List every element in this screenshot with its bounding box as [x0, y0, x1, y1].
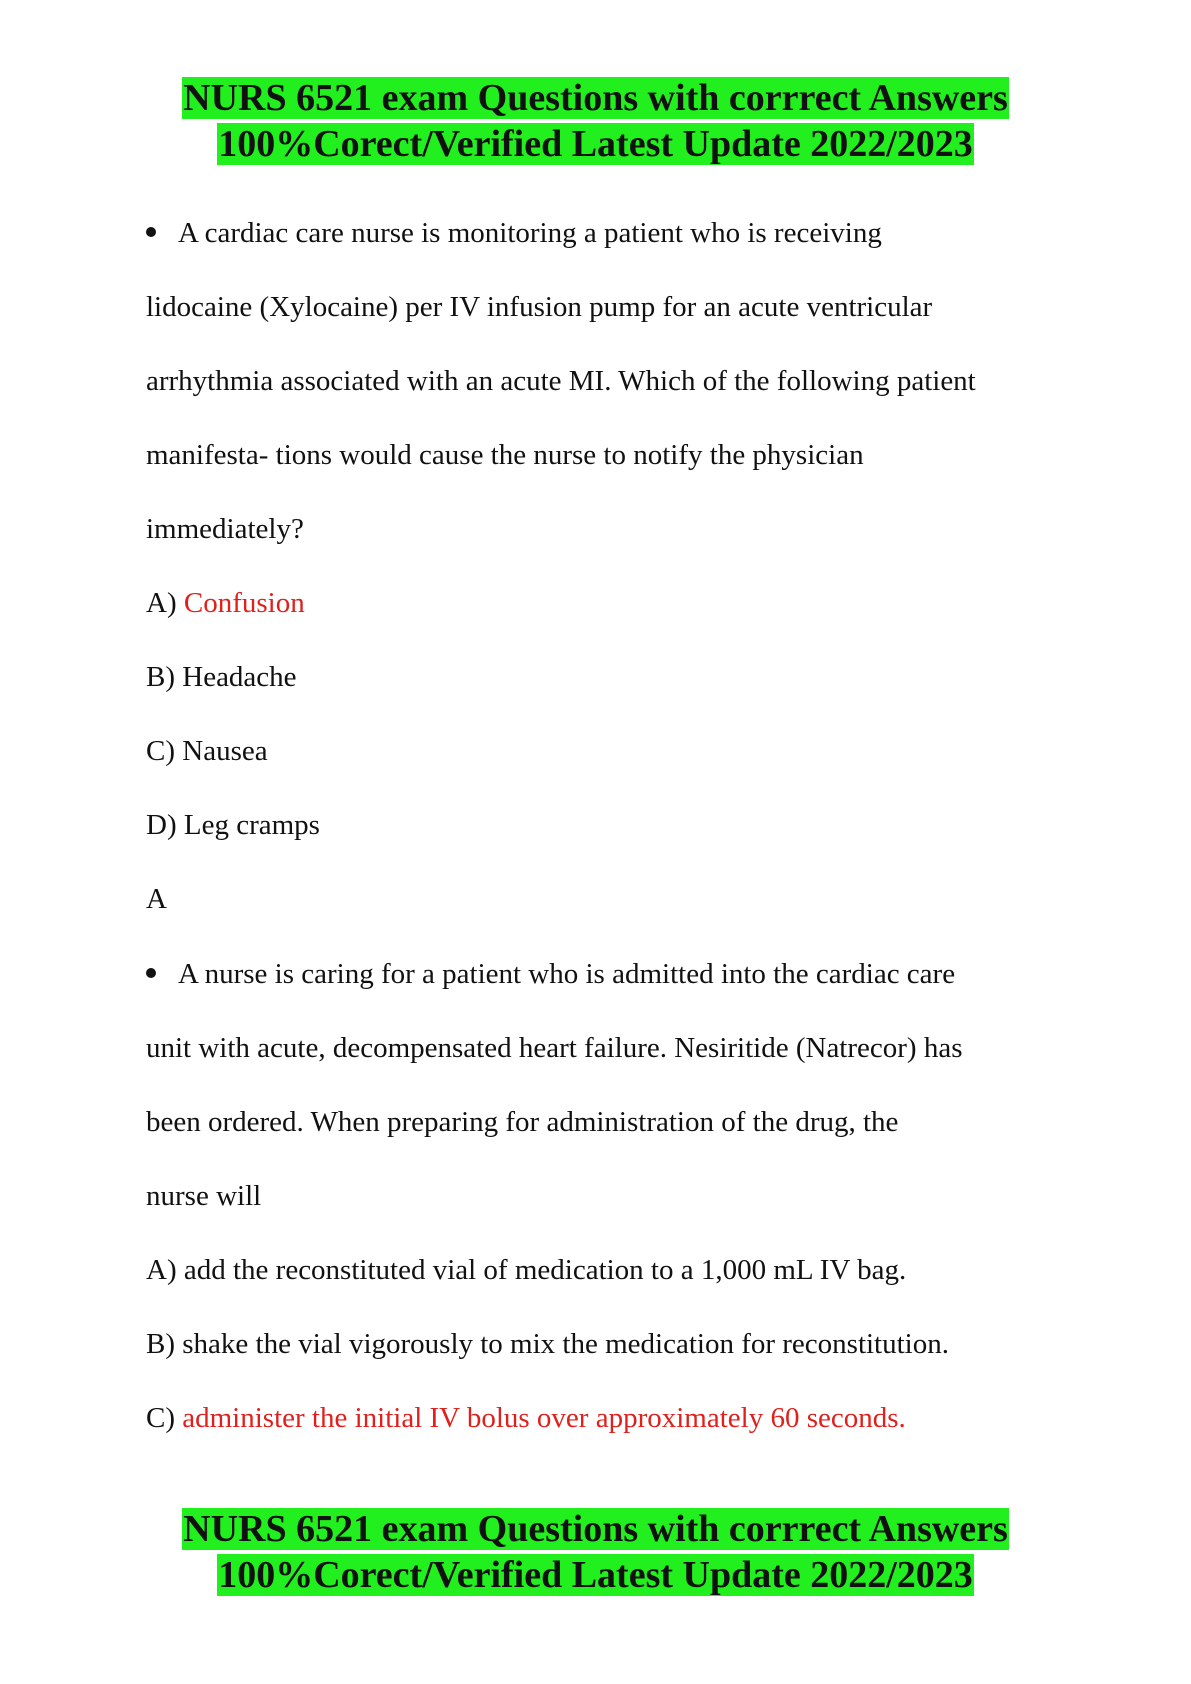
- footer-title-line1: NURS 6521 exam Questions with corrrect Answers: [183, 1508, 1008, 1550]
- question-stem-line: lidocaine (Xylocaine) per IV infusion pump for an acute ventricular: [146, 291, 933, 323]
- question-stem-line: A nurse is caring for a patient who is admitted into the cardiac care: [146, 937, 1106, 1011]
- answer-option-d: D) Leg cramps: [146, 809, 320, 841]
- bullet-icon: [146, 196, 160, 270]
- correct-answer-text: Confusion: [183, 587, 305, 619]
- question-stem-line: immediately?: [146, 513, 304, 545]
- page-header-bottom: [0, 1506, 1191, 1598]
- header-title-line1: NURS 6521 exam Questions with corrrect Answers: [183, 77, 1008, 119]
- question-stem-line: nurse will: [146, 1180, 262, 1212]
- footer-title-line2: 100%Corect/Verified Latest Update 2022/2023: [218, 1554, 973, 1596]
- question-stem-line: manifesta- tions would cause the nurse to notify the physician: [146, 439, 864, 471]
- bullet-icon: [146, 937, 160, 1011]
- question-stem-line: been ordered. When preparing for administration of the drug, the: [146, 1106, 899, 1138]
- page-header-top: [0, 75, 1191, 167]
- answer-key: A: [146, 883, 167, 915]
- correct-answer-text: administer the initial IV bolus over approximately 60 seconds.: [182, 1402, 906, 1434]
- question-stem-line: unit with acute, decompensated heart failure. Nesiritide (Natrecor) has: [146, 1032, 963, 1064]
- question-1: [146, 196, 1106, 936]
- header-title-line2: 100%Corect/Verified Latest Update 2022/2023: [218, 123, 973, 165]
- answer-option-c: C) administer the initial IV bolus over approximately 60 seconds.: [146, 1402, 906, 1434]
- question-stem-line: A cardiac care nurse is monitoring a patient who is receiving: [146, 196, 1106, 270]
- answer-option-b: B) shake the vial vigorously to mix the medication for reconstitution.: [146, 1328, 949, 1360]
- question-stem-line: arrhythmia associated with an acute MI. Which of the following patient: [146, 365, 976, 397]
- answer-option-a: A) add the reconstituted vial of medication to a 1,000 mL IV bag.: [146, 1254, 907, 1286]
- answer-option-b: B) Headache: [146, 661, 297, 693]
- answer-option-a: A) Confusion: [146, 587, 305, 619]
- answer-option-c: C) Nausea: [146, 735, 268, 767]
- question-2: [146, 937, 1106, 1455]
